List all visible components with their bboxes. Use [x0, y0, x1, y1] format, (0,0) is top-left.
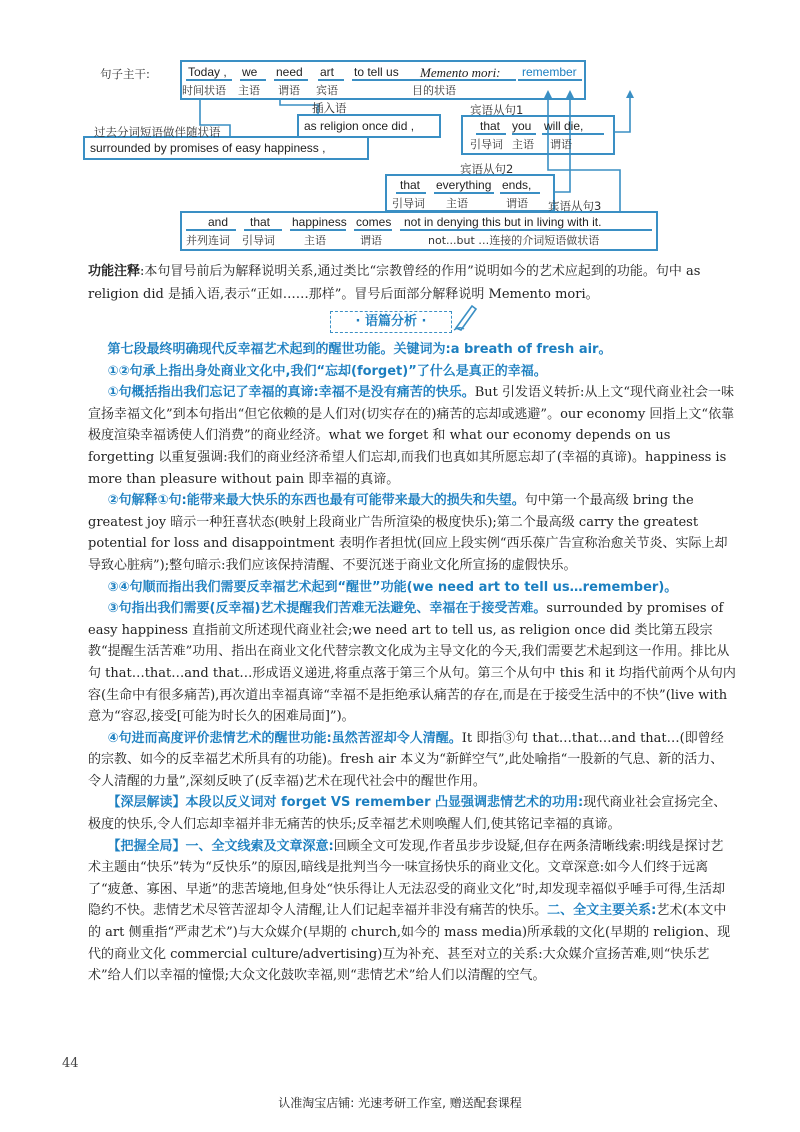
clause3-word-happiness: happiness	[292, 215, 347, 229]
sentence-diagram	[0, 0, 800, 260]
main-word-memento-mori: Memento mori:	[420, 65, 501, 80]
discourse-analysis	[88, 339, 736, 987]
clause2-word-everything: everything	[436, 178, 492, 192]
para-overview-heading-2: 二、全文主要关系:	[547, 903, 657, 919]
clause1-tag-subject: 主语	[512, 138, 534, 151]
para-deep-reading-text: 现代商业社会宣扬完全、极度的快乐,令人们忘却幸福并非无痛苦的快乐;反幸福艺术则唤醒人们,使其铭记幸福的真谛。	[88, 795, 727, 833]
clause3-label: 宾语从句3	[548, 199, 602, 213]
function-note-text: :本句冒号前后为解释说明关系,通过类比“宗教曾经的作用”说明如今的艺术应起到的功能。句中 as religion did 是插入语,表示“正如……那样”。冒号后面部分解释说明 Memento mori。	[88, 264, 701, 302]
main-word-need: need	[276, 65, 303, 79]
para-summary: 第七段最终明确现代反幸福艺术起到的醒世功能。关键词为:a breath of fresh air。	[107, 342, 612, 357]
clause1-word-that: that	[480, 119, 501, 133]
main-word-we: we	[242, 65, 258, 79]
para-deep-reading-heading: 【深层解读】本段以反义词对 forget VS remember 凸显强调悲情艺术的功用:	[107, 795, 584, 811]
page-number: 44	[62, 1056, 79, 1071]
tag-subject: 主语	[238, 84, 260, 97]
para-sentence-4-text: It 即指③句 that…that…and that…(即曾经的宗教、如今的反幸福艺术所具有的功能)。fresh air 本义为“新鲜空气”,此处喻指“一股新的气息、新的活力、令人清醒的力量”,深刻反映了(反幸福)艺术在现代社会中的醒世作用。	[88, 730, 724, 789]
para-sentence-4	[88, 728, 736, 793]
para-sentence-3-text: surrounded by promises of easy happiness 直指前文所述现代商业社会;we need art to tell us, as religion once did 类比第五段宗教“提醒生活苦难”功用、指出在商业文化代替宗教文化成为主导文化的今天,我们需要艺术起到这一作用。排比从句 that…that…and that…形成语义递进,将重点落于第三个从句。第三个从句中 this 和 it 均指代前两个从句内容(生命中有很多痛苦),再次道出幸福真谛“幸福不是拒绝承认痛苦的存在,而是在于接受生活中的不快”(live with 意为“容忍,接受[可能为时长久的困难局面]”)。	[88, 601, 736, 725]
insert-text: as religion once did ,	[304, 119, 415, 133]
clause3-word-that: that	[250, 215, 271, 229]
clause3-tag-predicate: 谓语	[360, 234, 382, 247]
para-overview-text-2: 艺术(本文中的 art 侧重指“严肃艺术”)与大众媒介(早期的 church,如今的 mass media)所承载的文化(早期的 religion、现代的商业文化 commercial culture/advertising)互为补充、甚至对立的关系:大众媒介宣扬苦难,则“快乐艺术”给人们以幸福的憧憬;大众文化鼓吹幸福,则“悲情艺术”给人们以清醒的空气。	[88, 903, 731, 984]
main-word-today: Today ,	[188, 65, 227, 79]
main-word-to-tell-us: to tell us	[354, 65, 399, 79]
main-word-remember: remember	[522, 65, 577, 79]
para-sentence-1	[88, 382, 736, 490]
clause2-word-ends: ends,	[502, 178, 532, 192]
clause2-word-that: that	[400, 178, 421, 192]
clause2-label: 宾语从句2	[460, 162, 514, 176]
section-title: · 语篇分析 ·	[330, 311, 452, 333]
para-sentence-1-text: But 引发语义转折:从上文“现代商业社会一味宣扬幸福文化”到本句指出“但它依赖的是人们对(切实存在的)痛苦的忘却或逃避”。our economy 回指上文“依靠极度渲染幸福诱使人们消费”的商业经济。what we forget 和 what our economy depends on us forgetting 以重复强调:我们的商业经济希望人们忘却,而我们也真如其所愿忘却了(幸福的真谛)。happiness is more than pleasure without pain 即幸福的真谛。	[88, 385, 735, 487]
para-sentence-3	[88, 598, 736, 728]
clause1-label: 宾语从句1	[470, 103, 524, 117]
function-note	[88, 260, 728, 306]
tag-purpose-adverbial: 目的状语	[412, 84, 456, 97]
clause3-tag-adverbial: not...but …连接的介词短语做状语	[428, 234, 600, 247]
para-sentence-2	[88, 490, 736, 576]
para-sentence-2-text: 句中第一个最高级 bring the greatest joy 暗示一种狂喜状态(映射上段商业广告所渲染的极度快乐);第二个最高级 carry the greatest potential for loss and disappointment 表明作者担忧(回应上段实例“西乐葆广告宣称治愈关节炎、实际上却导致心脏病”);整句暗示:我们应该保持清醒、不要沉迷于商业文化所宣扬的虚假快乐。	[88, 493, 728, 573]
tag-time-adverbial: 时间状语	[182, 84, 226, 97]
clause3-word-comes: comes	[356, 215, 392, 229]
para-overview-text-1: 回顾全文可发现,作者虽步步设疑,但存在两条清晰线索:明线是探讨艺术主题由“快乐”转为“反快乐”的原因,暗线是批判当今一味宣扬快乐的商业文化。文章深意:如今人们终于远离了“疲惫、寡困、早逝”的悲苦境地,但身处“快乐得让人无法忍受的商业文化”时,却发现幸福似乎唾手可得,生活却隐约不快。悲情艺术尽管苦涩却令人清醒,让人们记起幸福并非没有痛苦的快乐。	[88, 838, 725, 919]
footer-text: 认准淘宝店铺: 光速考研工作室, 赠送配套课程	[278, 1096, 522, 1110]
clause3-word-not-but: not in denying this but in living with it.	[404, 215, 602, 229]
pen-icon	[452, 302, 478, 332]
participle-text: surrounded by promises of easy happiness ,	[90, 141, 326, 155]
tag-object: 宾语	[316, 84, 338, 97]
para-sentences-1-2: ①②句承上指出身处商业文化中,我们“忘却(forget)”了什么是真正的幸福。	[107, 363, 547, 379]
para-overview	[88, 836, 736, 987]
para-sentence-1-heading: ①句概括指出我们忘记了幸福的真谛:幸福不是没有痛苦的快乐。	[107, 385, 475, 401]
main-word-art: art	[320, 65, 335, 79]
clause2-tag-intro: 引导词	[392, 197, 425, 210]
clause3-tag-conj: 并列连词	[186, 234, 230, 247]
clause1-word-you: you	[512, 119, 532, 133]
clause3-tag-intro: 引导词	[242, 234, 275, 247]
insert-label: 插入语	[312, 101, 347, 115]
clause1-tag-intro: 引导词	[470, 138, 503, 151]
para-overview-heading-1: 【把握全局】一、全文线索及文章深意:	[107, 838, 334, 854]
tag-predicate: 谓语	[278, 84, 300, 97]
clause1-word-will-die: will die,	[544, 119, 584, 133]
clause2-tag-predicate: 谓语	[506, 197, 528, 210]
participle-label: 过去分词短语做伴随状语	[94, 125, 221, 139]
function-note-title: 功能注释	[88, 264, 141, 279]
para-sentence-4-heading: ④句进而高度评价悲情艺术的醒世功能:虽然苦涩却令人清醒。	[107, 730, 462, 746]
clause1-tag-predicate: 谓语	[550, 138, 572, 151]
clause3-word-and: and	[208, 215, 229, 229]
clause2-tag-subject: 主语	[446, 197, 468, 210]
para-sentence-2-heading: ②句解释①句:能带来最大快乐的东西也最有可能带来最大的损失和失望。	[107, 493, 525, 509]
clause3-tag-subject: 主语	[304, 234, 326, 247]
main-clause-label: 句子主干:	[100, 67, 150, 81]
para-deep-reading	[88, 792, 736, 835]
para-sentence-3-heading: ③句指出我们需要(反幸福)艺术提醒我们苦难无法避免、幸福在于接受苦难。	[107, 601, 547, 617]
para-sentences-3-4: ③④句顺而指出我们需要反幸福艺术起到“醒世”功能(we need art to tell us…remember)。	[107, 579, 678, 595]
